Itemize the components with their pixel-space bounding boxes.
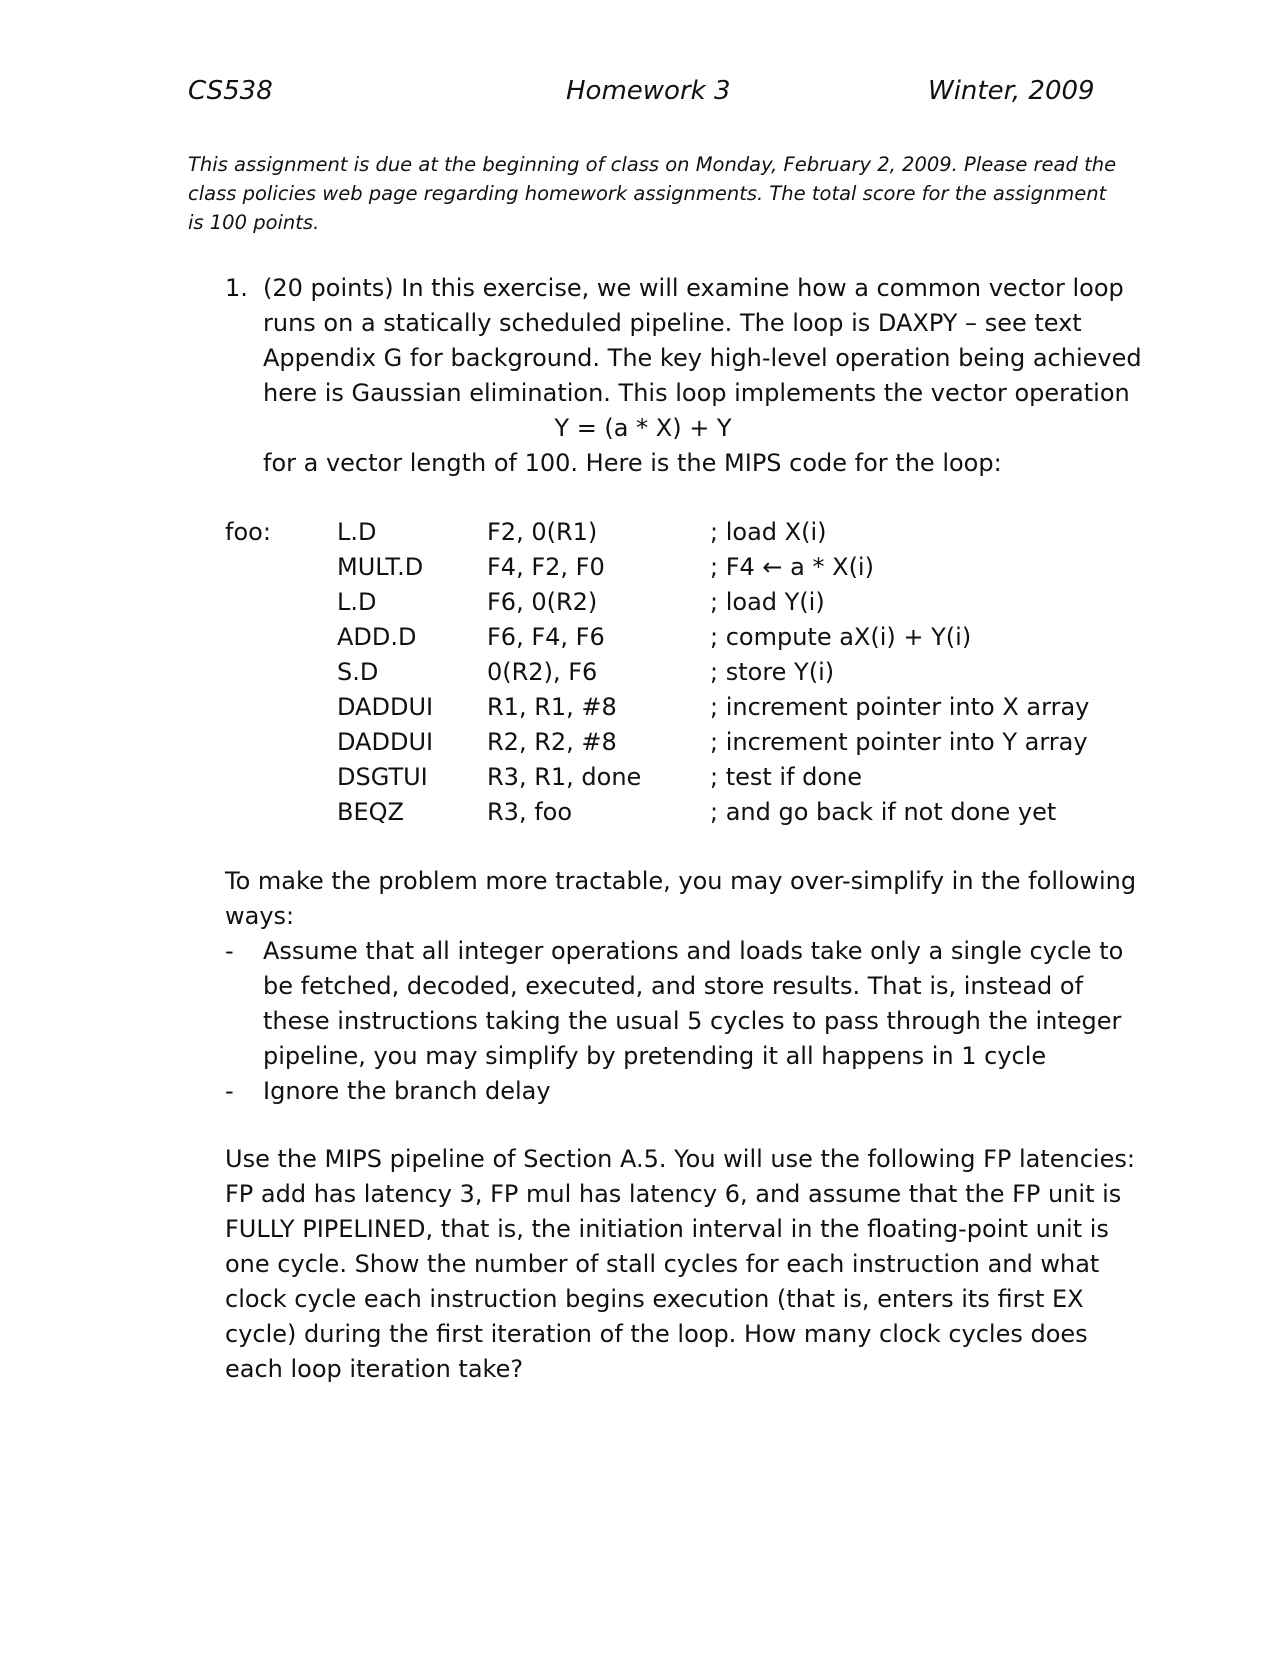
- code-comment: ; increment pointer into Y array: [710, 728, 1088, 756]
- list-item: [225, 1074, 1145, 1109]
- code-operands: R2, R2, #8: [487, 728, 617, 756]
- code-operands: F4, F2, F0: [487, 553, 605, 581]
- code-operands: R1, R1, #8: [487, 693, 617, 721]
- code-opcode: L.D: [337, 518, 377, 546]
- page-header: [0, 76, 1280, 116]
- code-line: [225, 795, 1125, 830]
- pipeline-instructions: Use the MIPS pipeline of Section A.5. You will use the following FP latencies: FP add has latency 3, FP mul has latency 6, and assume that the FP unit is FULLY PIPELINED, that is, the initiation interval in the floating-point unit is one cycle. Show the number of stall cycles for each instruction and what clock cycle each instruction begins execution (that is, enters its first EX cycle) during the first iteration of the loop. How many clock cycles does each loop iteration take?: [225, 1145, 1135, 1383]
- code-opcode: DADDUI: [337, 693, 434, 721]
- simplification-intro: To make the problem more tractable, you may over-simplify in the following ways:: [225, 867, 1137, 930]
- code-line: [225, 550, 1125, 585]
- code-comment: ; test if done: [710, 763, 863, 791]
- question-1: [225, 271, 1145, 481]
- code-opcode: MULT.D: [337, 553, 424, 581]
- code-opcode: BEQZ: [337, 798, 404, 826]
- code-opcode: S.D: [337, 658, 379, 686]
- code-comment: ; compute aX(i) + Y(i): [710, 623, 972, 651]
- list-item: [225, 934, 1145, 1074]
- code-opcode: DADDUI: [337, 728, 434, 756]
- question-text-continued: for a vector length of 100. Here is the MIPS code for the loop:: [263, 449, 1002, 477]
- question-number: 1.: [225, 274, 248, 302]
- code-line: [225, 690, 1125, 725]
- simplification-list: [225, 934, 1145, 1109]
- code-line: [225, 725, 1125, 760]
- code-opcode: DSGTUI: [337, 763, 428, 791]
- term-label: Winter, 2009: [928, 76, 1095, 106]
- code-line: [225, 760, 1125, 795]
- code-operands: F6, 0(R2): [487, 588, 598, 616]
- code-opcode: ADD.D: [337, 623, 417, 651]
- code-opcode: L.D: [337, 588, 377, 616]
- code-comment: ; load Y(i): [710, 588, 825, 616]
- code-comment: ; F4 ← a * X(i): [710, 553, 874, 581]
- question-text: (20 points) In this exercise, we will examine how a common vector loop runs on a statically scheduled pipeline. The loop is DAXPY – see text Appendix G for background. The key high-level operation being achieved here is Gaussian elimination. This loop implements the vector operation: [263, 274, 1142, 407]
- bullet-text: Assume that all integer operations and loads take only a single cycle to be fetched, decoded, executed, and store results. That is, instead of these instructions taking the usual 5 cycles to pass through the integer pipeline, you may simplify by pretending it all happens in 1 cycle: [263, 937, 1124, 1070]
- vector-equation: Y = (a * X) + Y: [554, 414, 732, 442]
- bullet-text: Ignore the branch delay: [263, 1077, 551, 1105]
- code-comment: ; load X(i): [710, 518, 827, 546]
- document-title: Homework 3: [566, 76, 731, 106]
- bullet-dash: -: [225, 1077, 234, 1105]
- code-operands: 0(R2), F6: [487, 658, 598, 686]
- bullet-dash: -: [225, 937, 234, 965]
- code-line: [225, 585, 1125, 620]
- code-line: [225, 515, 1125, 550]
- code-comment: ; store Y(i): [710, 658, 835, 686]
- course-name: CS538: [188, 76, 273, 106]
- code-operands: F6, F4, F6: [487, 623, 605, 651]
- mips-code-listing: [225, 515, 1125, 830]
- code-comment: ; and go back if not done yet: [710, 798, 1057, 826]
- code-label: foo:: [225, 518, 271, 546]
- code-operands: R3, foo: [487, 798, 573, 826]
- code-line: [225, 655, 1125, 690]
- code-operands: F2, 0(R1): [487, 518, 598, 546]
- assignment-intro: This assignment is due at the beginning of class on Monday, February 2, 2009. Please read the class policies web page regarding homework assignments. The total score for the assignment is 100 points.: [188, 153, 1117, 234]
- code-comment: ; increment pointer into X array: [710, 693, 1090, 721]
- code-operands: R3, R1, done: [487, 763, 642, 791]
- code-line: [225, 620, 1125, 655]
